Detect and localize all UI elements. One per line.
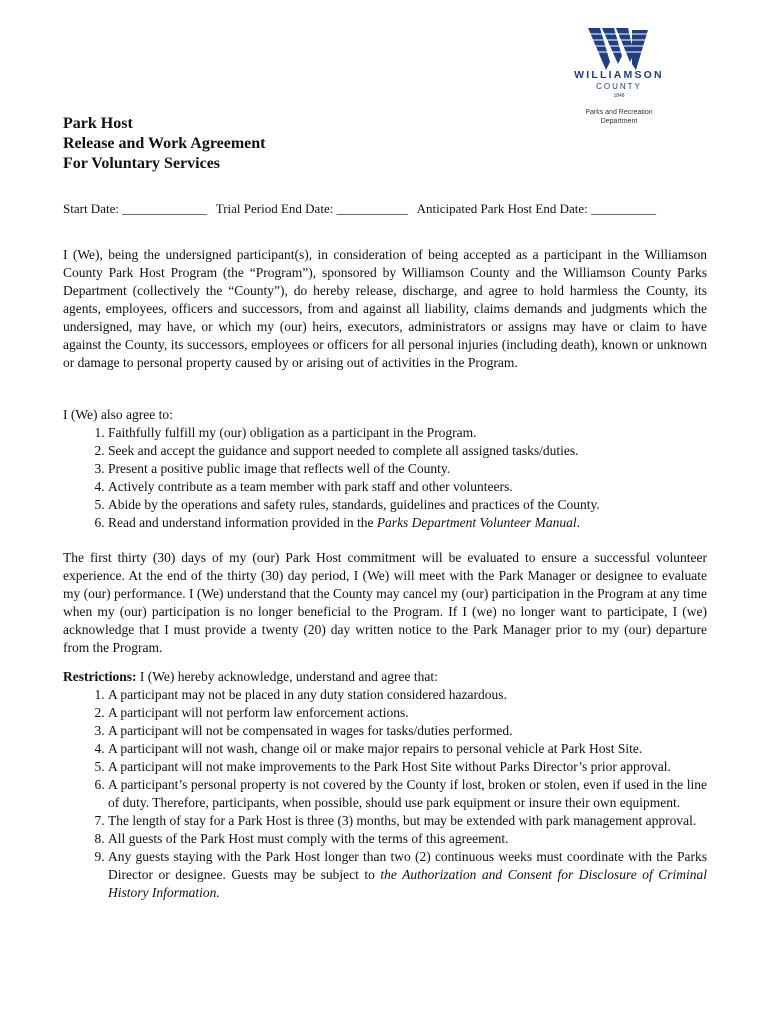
logo-name: WILLIAMSON (574, 69, 664, 81)
logo-dept-line2: Department (600, 118, 638, 125)
trial-end-date-blank[interactable]: ___________ (336, 201, 409, 216)
title-line-1: Park Host (63, 115, 133, 132)
agreement-item: 4. Actively contribute as a team member with park staff and other volunteers. (108, 478, 707, 496)
restriction-item: 3. A participant will not be compensated in wages for tasks/duties performed. (108, 722, 707, 740)
agreement-item: 3. Present a positive public image that reflects well of the County. (108, 460, 707, 478)
anticipated-end-date-label: Anticipated Park Host End Date: (416, 201, 588, 216)
restrictions-label: Restrictions: (63, 669, 137, 684)
restriction-item: 6. A participant’s personal property is not covered by the County if lost, broken or stolen, even if used in the line of duty. Therefore, participants, when possible, should use park equipment or insure their own equipment. (108, 776, 707, 812)
agreement-section (63, 406, 707, 532)
start-date-blank[interactable]: _____________ (122, 201, 207, 216)
logo-year: 1848 (613, 93, 625, 99)
anticipated-end-date-blank[interactable]: __________ (591, 201, 657, 216)
agreement-item (108, 514, 707, 532)
restrictions-intro: I (We) hereby acknowledge, understand and agree that: (136, 669, 438, 684)
restriction-item: 4. A participant will not wash, change oil or make major repairs to personal vehicle at Park Host Site. (108, 740, 707, 758)
restrictions-section (63, 668, 707, 902)
trial-period-paragraph: The first thirty (30) days of my (our) Park Host commitment will be evaluated to ensure a successful volunteer experience. At the end of the thirty (30) day period, I (We) will meet with the Park Manager or designee to evaluate my (our) performance. I (We) understand that the County may cancel my (our) participation in the Program at any time when my (our) participation is no longer beneficial to the Program. If I (we) no longer want to participate, I (we) acknowledge that I must provide a twenty (20) day written notice to the Park Manager prior to my (our) departure from the Program. (63, 550, 707, 655)
date-fields (63, 201, 656, 217)
restriction-item: 2. A participant will not perform law enforcement actions. (108, 704, 707, 722)
document-title (63, 114, 266, 174)
logo-department (564, 108, 674, 126)
title-line-3: For Voluntary Services (63, 155, 221, 172)
restrictions-list (63, 686, 707, 902)
agreement-item-6-prefix: Read and understand information provided in the (108, 515, 377, 530)
restriction-item: 8. All guests of the Park Host must comply with the terms of this agreement. (108, 830, 707, 848)
restriction-item: 7. The length of stay for a Park Host is three (3) months, but may be extended with park management approval. (108, 812, 707, 830)
restriction-item-9-prefix: Any guests staying with the Park Host longer than two (2) continuous weeks must coordinate with the Parks Director or designee. Guests may be subject to (108, 849, 707, 882)
authorization-consent-title: the Authorization and Consent for Disclosure of Criminal History Information. (108, 867, 708, 900)
agreement-intro: I (We) also agree to: (63, 407, 173, 422)
release-paragraph: I (We), being the undersigned participant(s), in consideration of being accepted as a participant in the Williamson County Park Host Program (the “Program”), sponsored by Williamson County and the Williamson County Parks Department (collectively the “County”), do hereby release, discharge, and agree to hold harmless the County, its agents, employees, officers and successors, from and against all liability, claims demands and judgments which the undersigned, may have, or which my (our) heirs, executors, administrators or assigns may have or claim to have against the County, its successors, employees or officers for all personal injuries (including death), known or unknown or damage to personal property caused by or arising out of activities in the Program. (63, 247, 707, 370)
w-logo-icon (582, 28, 656, 70)
title-line-2: Release and Work Agreement (63, 135, 266, 152)
agreement-item: 5. Abide by the operations and safety rules, standards, guidelines and practices of the County. (108, 496, 707, 514)
williamson-county-logo (560, 28, 710, 133)
logo-dept-line1: Parks and Recreation (585, 109, 653, 116)
trial-end-date-label: Trial Period End Date: (215, 201, 334, 216)
logo-county: COUNTY (596, 82, 642, 91)
agreement-list (63, 424, 707, 532)
agreement-item: 1. Faithfully fulfill my (our) obligation as a participant in the Program. (108, 424, 707, 442)
start-date-label: Start Date: (63, 201, 119, 216)
restriction-item: 1. A participant may not be placed in any duty station considered hazardous. (108, 686, 707, 704)
agreement-item: 2. Seek and accept the guidance and support needed to complete all assigned tasks/duties. (108, 442, 707, 460)
restriction-item: 5. A participant will not make improvements to the Park Host Site without Parks Director’s prior approval. (108, 758, 707, 776)
volunteer-manual-title: Parks Department Volunteer Manual (376, 515, 577, 530)
restriction-item (108, 848, 707, 902)
agreement-item-6-suffix: . (576, 515, 581, 530)
restrictions-intro-line (63, 668, 707, 686)
